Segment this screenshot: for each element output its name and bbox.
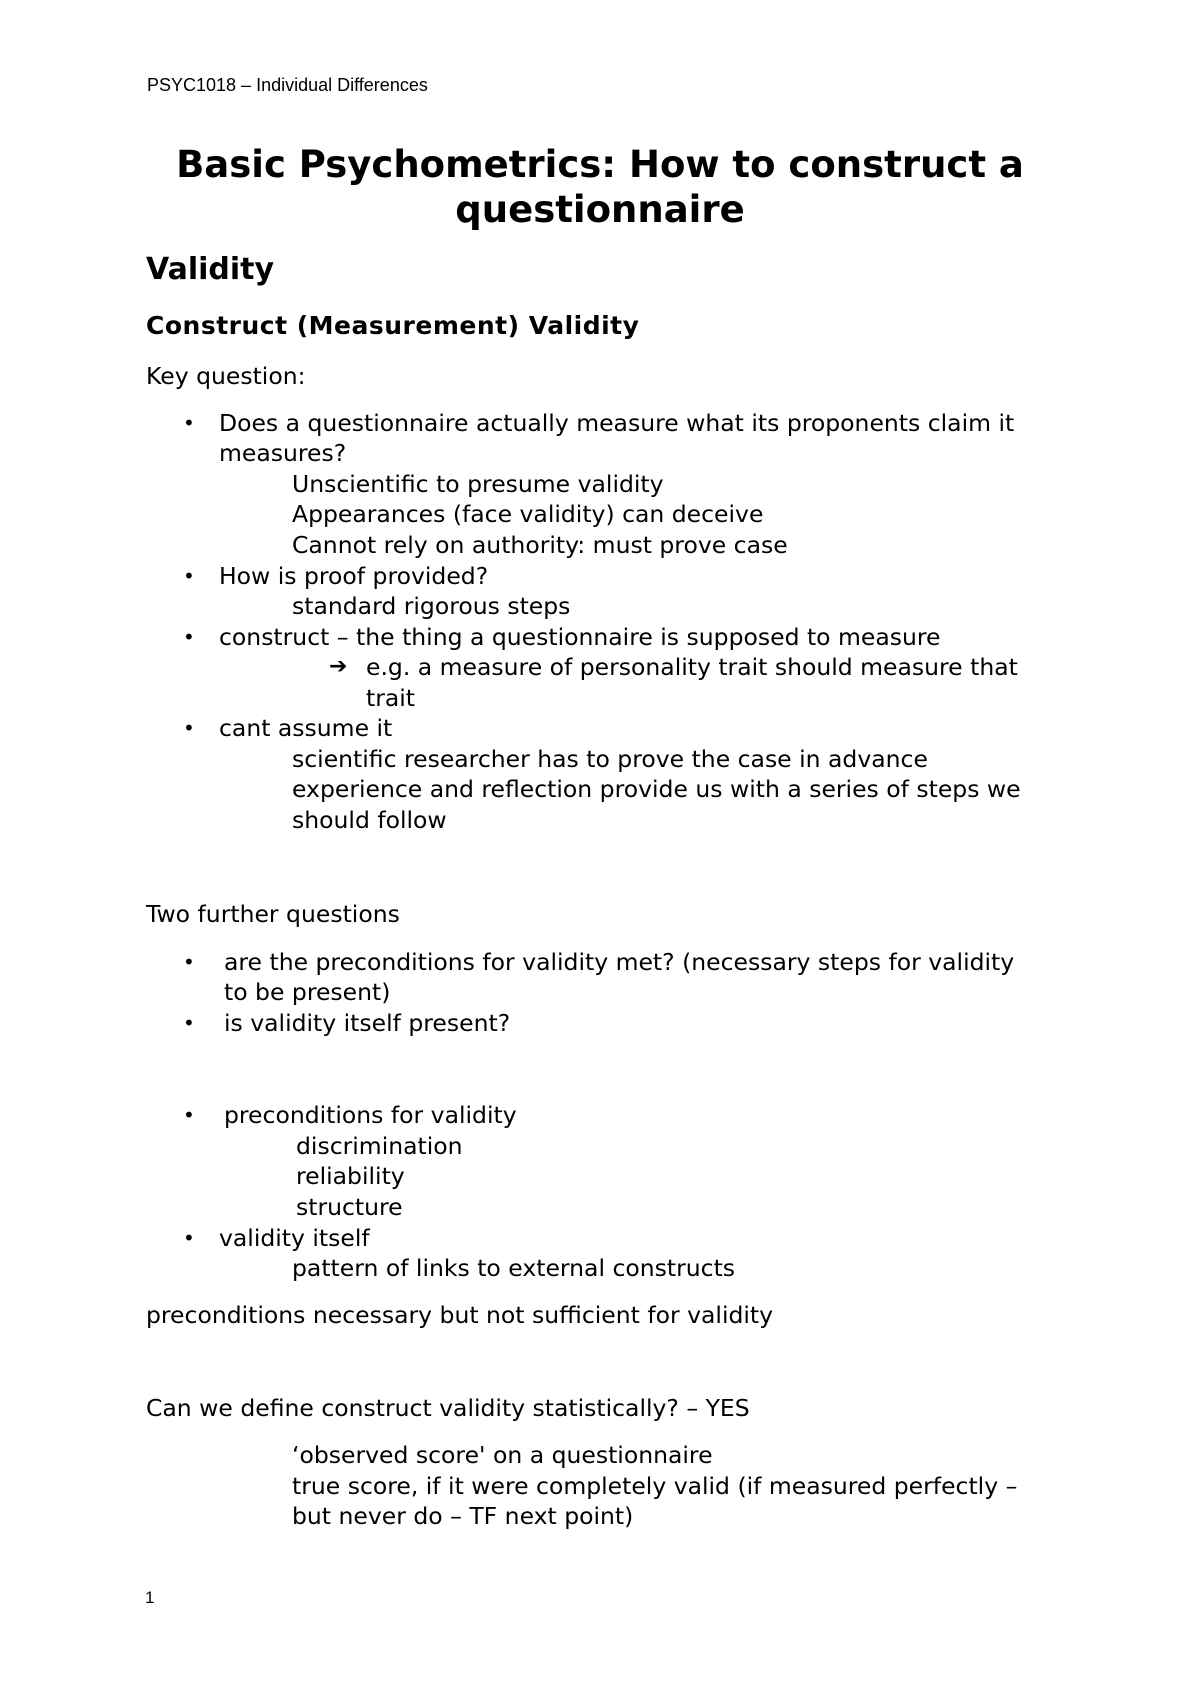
sub-item-continued: should follow <box>292 806 447 834</box>
sub-item: discrimination <box>296 1132 463 1160</box>
list-item: preconditions for validity <box>224 1101 517 1129</box>
bullet-icon: • <box>183 411 195 435</box>
list-item: validity itself <box>219 1224 370 1252</box>
bullet-icon: • <box>183 564 195 588</box>
sub-item: ‘observed score' on a questionnaire <box>292 1441 713 1469</box>
bullet-icon: • <box>183 1103 195 1127</box>
sub-item: structure <box>296 1193 403 1221</box>
paragraph: Two further questions <box>146 900 400 928</box>
page-header: PSYC1018 – Individual Differences <box>147 75 428 95</box>
arrow-right-icon: ➔ <box>329 654 348 679</box>
page-number: 1 <box>145 1588 155 1607</box>
heading-construct-validity: Construct (Measurement) Validity <box>146 311 640 340</box>
sub-item: standard rigorous steps <box>292 592 571 620</box>
bullet-icon: • <box>183 1226 195 1250</box>
list-item: are the preconditions for validity met? (necessary steps for validity <box>224 948 1015 976</box>
bullet-icon: • <box>183 716 195 740</box>
sub-item: true score, if it were completely valid (if measured perfectly – <box>292 1472 1018 1500</box>
sub-item: Appearances (face validity) can deceive <box>292 500 764 528</box>
sub-item: reliability <box>296 1162 405 1190</box>
sub-item: experience and reflection provide us with a series of steps we <box>292 775 1021 803</box>
list-item: construct – the thing a questionnaire is supposed to measure <box>219 623 941 651</box>
bullet-icon: • <box>183 625 195 649</box>
document-title: Basic Psychometrics: How to construct a questionnaire <box>176 143 1024 231</box>
list-item: Does a questionnaire actually measure what its proponents claim it <box>219 409 1015 437</box>
paragraph: Can we define construct validity statistically? – YES <box>146 1394 750 1422</box>
bullet-icon: • <box>183 1011 195 1035</box>
list-item-continued: to be present) <box>224 978 391 1006</box>
sub-item-continued: trait <box>366 684 416 712</box>
sub-item: scientific researcher has to prove the case in advance <box>292 745 928 773</box>
sub-item: pattern of links to external constructs <box>292 1254 736 1282</box>
sub-item-continued: but never do – TF next point) <box>292 1502 634 1530</box>
sub-item: e.g. a measure of personality trait should measure that <box>366 653 1018 681</box>
list-item-continued: measures? <box>219 439 347 467</box>
list-item: How is proof provided? <box>219 562 489 590</box>
paragraph: preconditions necessary but not sufficient for validity <box>146 1301 774 1329</box>
bullet-icon: • <box>183 950 195 974</box>
sub-item: Unscientific to presume validity <box>292 470 664 498</box>
list-item: cant assume it <box>219 714 393 742</box>
sub-item: Cannot rely on authority: must prove case <box>292 531 788 559</box>
list-item: is validity itself present? <box>224 1009 511 1037</box>
key-question-label: Key question: <box>146 362 306 390</box>
heading-validity: Validity <box>146 252 275 287</box>
